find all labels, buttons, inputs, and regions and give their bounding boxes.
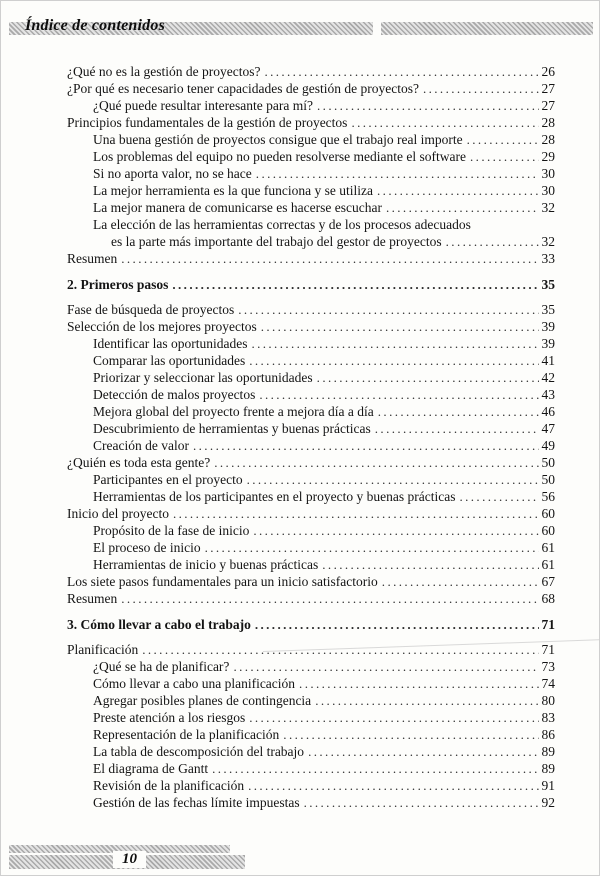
toc-entry-page: 89 — [541, 761, 555, 776]
dot-leader — [248, 777, 538, 794]
toc-entry — [67, 692, 555, 709]
dot-leader — [375, 420, 539, 437]
toc-entry — [67, 80, 555, 97]
dot-leader — [251, 335, 538, 352]
toc-entry-title: Principios fundamentales de la gestión de proyectos — [67, 115, 348, 130]
dot-leader — [249, 709, 538, 726]
toc-entry — [67, 131, 555, 148]
dot-leader — [315, 692, 538, 709]
toc-entry-page: 29 — [541, 149, 555, 164]
dot-leader — [173, 505, 539, 522]
header-decoration-bar-right — [381, 22, 593, 35]
toc-entry-title: 3. Cómo llevar a cabo el trabajo — [67, 617, 251, 632]
toc-entry — [67, 590, 555, 607]
toc-entry-page: 27 — [541, 81, 555, 96]
toc-entry-page: 27 — [541, 98, 555, 113]
toc-entry-page: 71 — [541, 642, 555, 657]
toc-entry-page: 92 — [541, 795, 555, 810]
dot-leader — [247, 471, 539, 488]
toc-entry-title: La mejor manera de comunicarse es hacerse escuchar — [93, 200, 382, 215]
toc-entry-title: ¿Qué no es la gestión de proyectos? — [67, 64, 261, 79]
toc-entry-page: 28 — [541, 115, 555, 130]
dot-leader — [205, 539, 539, 556]
toc-entry-title: ¿Qué se ha de planificar? — [93, 659, 230, 674]
toc-entry — [67, 420, 555, 437]
dot-leader — [304, 794, 539, 811]
toc-entry — [67, 658, 555, 675]
dot-leader — [386, 199, 539, 216]
toc-entry-title: La tabla de descomposición del trabajo — [93, 744, 305, 759]
toc-entry — [67, 318, 555, 335]
toc-entry — [67, 522, 555, 539]
toc-entry-title: El proceso de inicio — [93, 540, 201, 555]
toc-entry-page: 60 — [541, 523, 555, 538]
toc-entry-page: 30 — [541, 183, 555, 198]
toc-entry — [67, 233, 555, 250]
toc-entry — [67, 777, 555, 794]
dot-leader — [259, 386, 538, 403]
dot-leader — [317, 97, 538, 114]
dot-leader — [423, 80, 539, 97]
dot-leader — [121, 590, 538, 607]
toc-entry-page: 80 — [541, 693, 555, 708]
toc-entry — [67, 335, 555, 352]
toc-entry — [67, 250, 555, 267]
toc-entry-title: Fase de búsqueda de proyectos — [67, 302, 235, 317]
toc-entry-page: 32 — [541, 200, 555, 215]
toc-entry-title: La elección de las herramientas correctas y de los procesos adecuados — [93, 217, 471, 232]
toc-entry-page: 35 — [541, 277, 555, 292]
toc-entry-page: 86 — [541, 727, 555, 742]
toc-entry — [67, 573, 555, 590]
toc-entry — [67, 182, 555, 199]
dot-leader — [299, 675, 538, 692]
toc-entry-page: 39 — [541, 336, 555, 351]
toc-entry — [67, 148, 555, 165]
dot-leader — [467, 131, 539, 148]
toc-chapter-entry — [67, 616, 555, 633]
toc-entry-page: 49 — [541, 438, 555, 453]
dot-leader — [283, 726, 538, 743]
dot-leader — [351, 114, 538, 131]
toc-list — [67, 63, 555, 811]
page-number: 10 — [113, 851, 146, 868]
dot-leader — [212, 760, 538, 777]
toc-entry-page: 91 — [541, 778, 555, 793]
toc-entry — [67, 403, 555, 420]
toc-entry — [67, 97, 555, 114]
toc-entry-page: 32 — [541, 234, 555, 249]
toc-entry — [67, 437, 555, 454]
toc-entry-page: 46 — [541, 404, 555, 419]
dot-leader — [255, 616, 539, 633]
dot-leader — [172, 276, 538, 293]
toc-entry-page: 83 — [541, 710, 555, 725]
toc-entry-title: Representación de la planificación — [93, 727, 280, 742]
dot-leader — [253, 522, 538, 539]
toc-entry-page: 50 — [541, 472, 555, 487]
toc-entry-title: Los problemas del equipo no pueden resolverse mediante el software — [93, 149, 467, 164]
dot-leader — [233, 658, 538, 675]
toc-entry-title: 2. Primeros pasos — [67, 277, 169, 292]
toc-entry-title: Comparar las oportunidades — [93, 353, 246, 368]
toc-entry — [67, 726, 555, 743]
dot-leader — [121, 250, 538, 267]
dot-leader — [214, 454, 538, 471]
toc-entry — [67, 675, 555, 692]
dot-leader — [256, 165, 539, 182]
toc-entry-title: Identificar las oportunidades — [93, 336, 248, 351]
toc-entry-title: Preste atención a los riesgos — [93, 710, 246, 725]
toc-entry-title: Revisión de la planificación — [93, 778, 245, 793]
toc-entry-title: es la parte más importante del trabajo del gestor de proyectos — [111, 234, 442, 249]
toc-entry-page: 89 — [541, 744, 555, 759]
toc-entry-page: 35 — [541, 302, 555, 317]
toc-entry-title: Detección de malos proyectos — [93, 387, 256, 402]
toc-entry — [67, 539, 555, 556]
dot-leader — [378, 403, 539, 420]
toc-entry-page: 68 — [541, 591, 555, 606]
toc-entry-page: 71 — [541, 617, 555, 632]
toc-entry-page: 67 — [541, 574, 555, 589]
dot-leader — [377, 182, 538, 199]
toc-entry-title: Si no aporta valor, no se hace — [93, 166, 252, 181]
dot-leader — [459, 488, 538, 505]
toc-entry — [67, 301, 555, 318]
toc-entry-page: 61 — [541, 557, 555, 572]
toc-entry-page: 43 — [541, 387, 555, 402]
toc-entry — [67, 760, 555, 777]
toc-entry-page: 39 — [541, 319, 555, 334]
toc-entry-title: Herramientas de inicio y buenas prácticas — [93, 557, 319, 572]
dot-leader — [382, 573, 539, 590]
toc-entry — [67, 743, 555, 760]
toc-entry — [67, 471, 555, 488]
toc-entry-page: 73 — [541, 659, 555, 674]
toc-entry-page: 42 — [541, 370, 555, 385]
toc-entry-page: 60 — [541, 506, 555, 521]
toc-entry-page: 33 — [541, 251, 555, 266]
toc-entry — [67, 165, 555, 182]
toc-entry-title: Gestión de las fechas límite impuestas — [93, 795, 300, 810]
dot-leader — [446, 233, 539, 250]
toc-entry-page: 41 — [541, 353, 555, 368]
toc-entry-page: 61 — [541, 540, 555, 555]
toc-entry-title: Planificación — [67, 642, 139, 657]
toc-entry-title: ¿Por qué es necesario tener capacidades de gestión de proyectos? — [67, 81, 419, 96]
toc-entry — [67, 63, 555, 80]
toc-entry — [67, 216, 555, 233]
toc-entry — [67, 352, 555, 369]
toc-entry-title: Resumen — [67, 251, 118, 266]
toc-entry-title: Inicio del proyecto — [67, 506, 169, 521]
dot-leader — [193, 437, 539, 454]
toc-entry-title: El diagrama de Gantt — [93, 761, 209, 776]
toc-entry-title: Creación de valor — [93, 438, 189, 453]
toc-entry-title: Selección de los mejores proyectos — [67, 319, 257, 334]
toc-entry — [67, 505, 555, 522]
toc-entry-page: 28 — [541, 132, 555, 147]
toc-entry-page: 47 — [541, 421, 555, 436]
dot-leader — [322, 556, 538, 573]
toc-entry-title: Una buena gestión de proyectos consigue que el trabajo real importe — [93, 132, 463, 147]
toc-entry — [67, 794, 555, 811]
toc-entry-title: ¿Quién es toda esta gente? — [67, 455, 211, 470]
dot-leader — [317, 369, 539, 386]
toc-entry — [67, 556, 555, 573]
dot-leader — [238, 301, 538, 318]
toc-entry — [67, 488, 555, 505]
toc-entry — [67, 386, 555, 403]
toc-entry — [67, 709, 555, 726]
toc-entry-title: Participantes en el proyecto — [93, 472, 243, 487]
toc-entry-page: 30 — [541, 166, 555, 181]
toc-entry-page: 26 — [541, 64, 555, 79]
dot-leader — [308, 743, 538, 760]
toc-entry — [67, 369, 555, 386]
toc-entry — [67, 114, 555, 131]
toc-chapter-entry — [67, 276, 555, 293]
page-title: Índice de contenidos — [25, 17, 165, 34]
toc-entry-page: 50 — [541, 455, 555, 470]
toc-entry-title: Priorizar y seleccionar las oportunidades — [93, 370, 313, 385]
toc-entry-title: Herramientas de los participantes en el proyecto y buenas prácticas — [93, 489, 456, 504]
toc-entry-title: Agregar posibles planes de contingencia — [93, 693, 312, 708]
dot-leader — [249, 352, 538, 369]
dot-leader — [264, 63, 538, 80]
toc-entry-title: La mejor herramienta es la que funciona y se utiliza — [93, 183, 374, 198]
dot-leader — [261, 318, 539, 335]
toc-entry-title: Cómo llevar a cabo una planificación — [93, 676, 296, 691]
toc-entry-title: Propósito de la fase de inicio — [93, 523, 250, 538]
toc-entry-title: ¿Qué puede resultar interesante para mí? — [93, 98, 314, 113]
toc-entry-page: 74 — [541, 676, 555, 691]
toc-entry — [67, 199, 555, 216]
toc-entry-title: Los siete pasos fundamentales para un inicio satisfactorio — [67, 574, 378, 589]
toc-entry-title: Resumen — [67, 591, 118, 606]
toc-entry-title: Descubrimiento de herramientas y buenas prácticas — [93, 421, 371, 436]
dot-leader — [470, 148, 538, 165]
toc-entry-title: Mejora global del proyecto frente a mejora día a día — [93, 404, 374, 419]
toc-entry-page: 56 — [541, 489, 555, 504]
toc-entry — [67, 454, 555, 471]
